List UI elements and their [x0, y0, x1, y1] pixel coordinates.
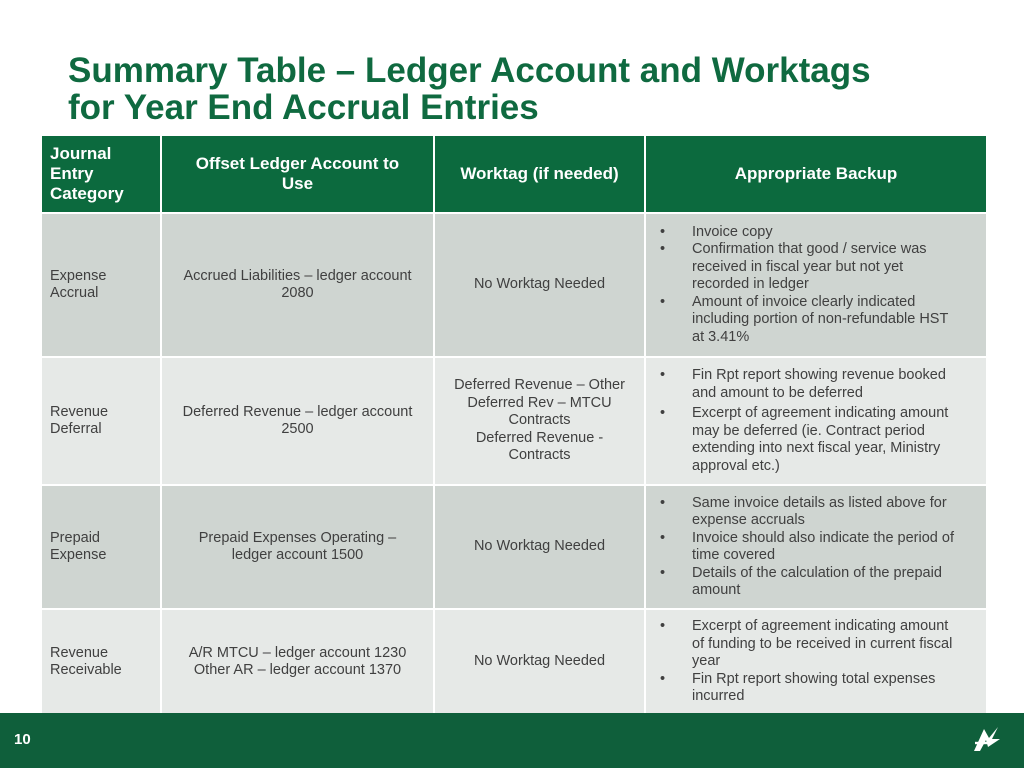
title-line-1: Summary Table – Ledger Account and Worktags [68, 51, 871, 90]
cell-ledger-account: Prepaid Expenses Operating – ledger account 1500 [161, 485, 434, 609]
list-item: • Fin Rpt report showing total expenses incurred [660, 670, 936, 705]
bullet-icon: • [660, 241, 666, 258]
cell-ledger-account: Deferred Revenue – ledger account 2500 [161, 357, 434, 485]
backup-list [654, 618, 978, 706]
bullet-icon: • [660, 529, 666, 546]
bullet-icon: • [660, 564, 666, 581]
title-line-2: for Year End Accrual Entries [68, 88, 539, 127]
cell-backup [645, 213, 987, 357]
list-item: • Excerpt of agreement indicating amount may be deferred (ie. Contract period extending into next fiscal year, Ministry approval etc.) [660, 405, 949, 474]
header-offset-ledger-account: Offset Ledger Account to Use [161, 135, 434, 213]
bullet-icon: • [660, 670, 666, 687]
table-row-revenue-receivable [41, 609, 987, 715]
bullet-icon: • [660, 367, 666, 383]
cell-category: Revenue Receivable [41, 609, 161, 715]
list-item: • Details of the calculation of the prepaid amount [660, 564, 942, 598]
list-item: • Same invoice details as listed above for expense accruals [660, 494, 947, 528]
cell-ledger-account: Accrued Liabilities – ledger account 2080 [161, 213, 434, 357]
page-title [68, 52, 988, 126]
table-row-revenue-deferral [41, 357, 987, 485]
cell-category: Expense Accrual [41, 213, 161, 357]
cell-category: Prepaid Expense [41, 485, 161, 609]
cell-backup [645, 485, 987, 609]
bullet-icon: • [660, 494, 666, 511]
cell-worktag: No Worktag Needed [434, 213, 645, 357]
list-item: • Invoice should also indicate the period of time covered [660, 529, 954, 563]
bullet-icon: • [660, 618, 666, 635]
backup-list [654, 224, 978, 347]
list-item: • Excerpt of agreement indicating amount of funding to be received in current fiscal year [660, 618, 953, 670]
cell-ledger-account: A/R MTCU – ledger account 1230 Other AR – ledger account 1370 [161, 609, 434, 715]
backup-list [654, 367, 978, 475]
table-header-row [41, 135, 987, 213]
table-row-prepaid-expense [41, 485, 987, 609]
list-item: • Invoice copy [660, 223, 773, 240]
cell-worktag: Deferred Revenue – Other Deferred Rev – MTCU Contracts Deferred Revenue - Contracts [434, 357, 645, 485]
header-worktag: Worktag (if needed) [434, 135, 645, 213]
bullet-icon: • [660, 405, 666, 421]
header-journal-entry-category: Journal Entry Category [41, 135, 161, 213]
cell-worktag: No Worktag Needed [434, 609, 645, 715]
cell-category: Revenue Deferral [41, 357, 161, 485]
table-row-expense-accrual [41, 213, 987, 357]
summary-table [40, 134, 988, 716]
list-item: • Confirmation that good / service was received in fiscal year but not yet recorded in ledger [660, 241, 927, 293]
header-appropriate-backup: Appropriate Backup [645, 135, 987, 213]
cell-backup [645, 357, 987, 485]
cell-backup [645, 609, 987, 715]
page-number: 10 [14, 731, 31, 748]
bullet-icon: • [660, 223, 666, 240]
cell-worktag: No Worktag Needed [434, 485, 645, 609]
footer-bar [0, 713, 1024, 768]
list-item: • Fin Rpt report showing revenue booked and amount to be deferred [660, 367, 946, 401]
list-item: • Amount of invoice clearly indicated including portion of non-refundable HST at 3.41% [660, 293, 949, 345]
backup-list [654, 495, 978, 600]
stylized-leaf-logo-icon [972, 725, 1002, 758]
bullet-icon: • [660, 293, 666, 310]
